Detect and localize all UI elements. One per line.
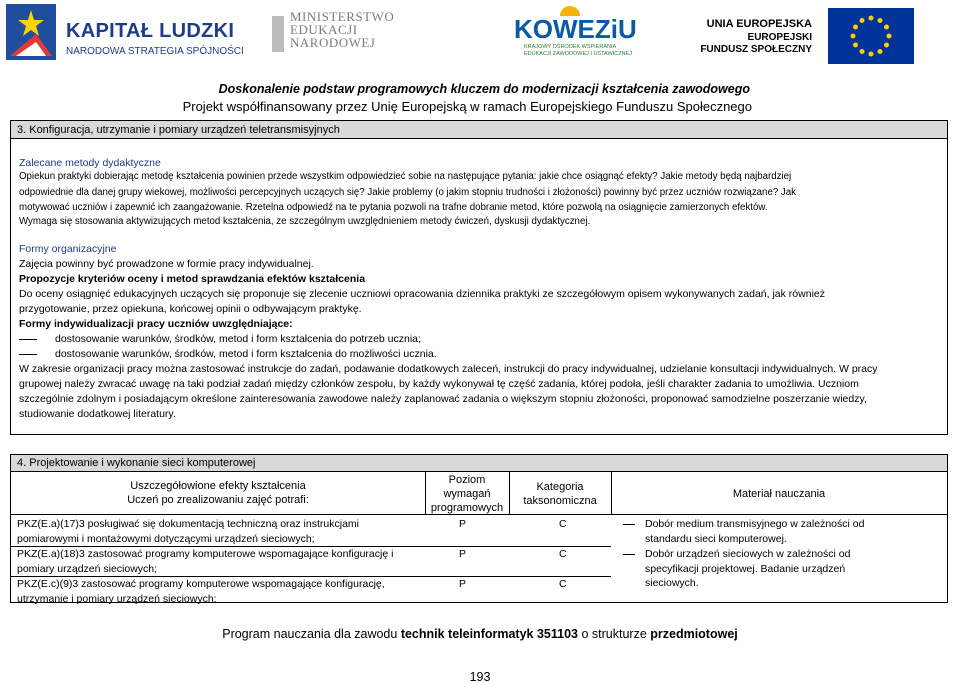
dash-bullet bbox=[19, 354, 37, 355]
table-row-effect bbox=[17, 517, 425, 546]
effects-table bbox=[10, 472, 948, 603]
effect-line: pomiarowymi i montażowymi dotyczącymi urządzeń sieciowych; bbox=[17, 532, 315, 545]
material-item bbox=[623, 547, 943, 591]
level-header-line: wymagań bbox=[443, 488, 491, 500]
dash-bullet bbox=[623, 554, 635, 555]
category-header-line: Kategoria bbox=[536, 481, 584, 493]
ministerstwo-line: NARODOWEJ bbox=[290, 35, 376, 50]
level-header bbox=[425, 473, 509, 515]
forms-heading: Formy organizacyjne bbox=[19, 243, 117, 255]
level-header-line: programowych bbox=[430, 502, 504, 514]
eu-flag-icon bbox=[828, 8, 914, 64]
row-level: P bbox=[459, 548, 467, 560]
project-funding: Projekt współfinansowany przez Unię Europejską w ramach Europejskiego Funduszu Społecznego bbox=[182, 99, 752, 114]
row-category: C bbox=[559, 578, 567, 590]
effect-line: PKZ(E.c)(9)3 zastosować programy komputerowe wspomagające konfigurację, bbox=[17, 578, 385, 590]
footer-prefix: Program nauczania dla zawodu bbox=[222, 627, 401, 641]
final-line: studiowanie dodatkowej literatury. bbox=[19, 408, 176, 420]
eu-line: UNIA EUROPEJSKA bbox=[706, 18, 812, 30]
row-level: P bbox=[459, 518, 467, 530]
material-line: standardu sieci komputerowej. bbox=[645, 532, 787, 545]
table-row-effect bbox=[17, 577, 425, 606]
criteria-line: Do oceny osiągnięć edukacyjnych uczących się proponuje się zlecenie uczniowi opracowania dziennika praktyki ze szczegółowym opisem wykonywanych zadań, jak również bbox=[19, 288, 825, 300]
effect-line: utrzymanie i pomiary urządzeń sieciowych; bbox=[17, 592, 217, 605]
indiv-item-text: dostosowanie warunków, środków, metod i form kształcenia do potrzeb ucznia; bbox=[55, 333, 421, 345]
row-category: C bbox=[559, 518, 567, 530]
indiv-item bbox=[19, 332, 421, 348]
criteria-heading: Propozycje kryteriów oceny i metod sprawdzania efektów kształcenia bbox=[19, 273, 366, 285]
eagle-icon bbox=[270, 14, 286, 54]
indiv-item bbox=[19, 347, 437, 363]
kapital-ludzki-subtitle: NARODOWA STRATEGIA SPÓJNOŚCI bbox=[66, 46, 244, 57]
eu-logo bbox=[700, 8, 954, 66]
methods-heading: Zalecane metody dydaktyczne bbox=[19, 157, 161, 169]
ministerstwo-line: EDUKACJI bbox=[290, 22, 358, 37]
section3-body bbox=[10, 139, 948, 435]
material-item bbox=[623, 517, 943, 546]
effect-line: PKZ(E.a)(18)3 zastosować programy komputerowe wspomagające konfigurację i bbox=[17, 548, 394, 560]
row-level: P bbox=[459, 578, 467, 590]
dash-bullet bbox=[19, 339, 37, 340]
effect-line: PKZ(E.a)(17)3 posługiwać się dokumentacją techniczną oraz instrukcjami bbox=[17, 518, 359, 530]
final-line: szczególnie zdolnym i posiadającym określone zainteresowania zawodowe należy zaplanować zadania o większym stopniu złożoności, proponować samodzielne poszerzanie wiedzy, bbox=[19, 393, 867, 405]
forms-text: Zajęcia powinny być prowadzone w formie pracy indywidualnej. bbox=[19, 258, 314, 270]
material-line: sieciowych. bbox=[645, 577, 699, 589]
ministerstwo-logo bbox=[290, 10, 420, 60]
row-category: C bbox=[559, 548, 567, 560]
final-line: grupowej należy zwracać uwagę na taki podział zadań między członków zespołu, by każdy wykonywał tę część zadania, której podoła, jeśli charakter zadania to umożliwia. Uczniom bbox=[19, 378, 859, 390]
criteria-line: przygotowanie, przez opiekuna, końcowej opinii o odbywającym praktykę. bbox=[19, 303, 362, 315]
project-title: Doskonalenie podstaw programowych kluczem do modernizacji kształcenia zawodowego bbox=[218, 82, 750, 96]
footer-profession: technik teleinformatyk 351103 bbox=[400, 627, 578, 641]
footer-structure: przedmiotowej bbox=[650, 627, 738, 641]
footer bbox=[0, 627, 960, 641]
material-line: Dobór urządzeń sieciowych w zależności od bbox=[645, 548, 851, 560]
kapital-ludzki-emblem bbox=[6, 4, 56, 60]
material-line: specyfikacji projektowej. Badanie urządzeń bbox=[645, 562, 846, 575]
table-row-effect bbox=[17, 547, 425, 576]
material-line: Dobór medium transmisyjnego w zależności od bbox=[645, 518, 865, 530]
effects-header-line: Uszczegółowione efekty kształcenia bbox=[130, 480, 306, 492]
indiv-item-text: dostosowanie warunków, środków, metod i form kształcenia do możliwości ucznia. bbox=[55, 348, 437, 360]
effect-line: pomiary urządzeń sieciowych; bbox=[17, 562, 158, 575]
kapital-ludzki-logo bbox=[6, 4, 244, 66]
level-header-line: Poziom bbox=[448, 474, 486, 486]
methods-line: Opiekun praktyki dobierając metodę kształcenia powinien przede wszystkim odpowiedzieć sobie na następujące pytania: jakie chce osiągnąć efekty? Jakie metody będą najbardziej bbox=[19, 171, 792, 182]
eu-line: FUNDUSZ SPOŁECZNY bbox=[700, 44, 812, 55]
effects-header bbox=[11, 479, 425, 507]
category-header-line: taksonomiczna bbox=[523, 495, 597, 507]
material-header: Materiał nauczania bbox=[732, 488, 826, 500]
kapital-ludzki-title: KAPITAŁ LUDZKI bbox=[66, 20, 235, 42]
koweziu-subtitle: KRAJOWY OŚRODEK WSPIERANIA EDUKACJI ZAWODOWEJ I USTAWICZNEJ bbox=[524, 44, 632, 57]
footer-middle: o strukturze bbox=[578, 627, 651, 641]
ministerstwo-line: MINISTERSTWO bbox=[290, 9, 395, 24]
eu-line: EUROPEJSKI bbox=[747, 32, 812, 43]
methods-line: motywować uczniów i zapewnić ich zaangażowanie. Rzetelna odpowiedź na te pytania pozwoli na trafne dobranie metod, które pozwolą na osiągnięcie zamierzonych efektów. bbox=[19, 202, 768, 213]
indiv-heading: Formy indywidualizacji pracy uczniów uwzględniające: bbox=[19, 318, 293, 330]
koweziu-name: KOWEZiU bbox=[514, 14, 637, 44]
section4-title: 4. Projektowanie i wykonanie sieci komputerowej bbox=[10, 454, 948, 472]
methods-line: Wymaga się stosowania aktywizujących metod kształcenia, ze szczególnym uwzględnieniem metody ćwiczeń, dyskusji dydaktycznej. bbox=[19, 216, 591, 227]
dash-bullet bbox=[623, 524, 635, 525]
methods-line: odpowiednie dla danej grupy wiekowej, możliwości percepcyjnych uczących się? Jakie problemy (o jakim stopniu trudności i złożoności) powinny być przez uczniów rozwiązane? Jak bbox=[19, 187, 796, 198]
koweziu-logo bbox=[510, 4, 637, 64]
category-header bbox=[509, 480, 611, 508]
section3-title: 3. Konfiguracja, utrzymanie i pomiary urządzeń teletransmisyjnych bbox=[10, 120, 948, 139]
final-line: W zakresie organizacji pracy można zastosować instrukcje do zadań, podawanie dodatkowych zaleceń, instrukcji do pracy indywidualnej, udzielanie konsultacji indywidualnych. W pracy bbox=[19, 363, 878, 375]
effects-header-line: Uczeń po zrealizowaniu zajęć potrafi: bbox=[127, 494, 309, 506]
page-number: 193 bbox=[469, 670, 491, 684]
